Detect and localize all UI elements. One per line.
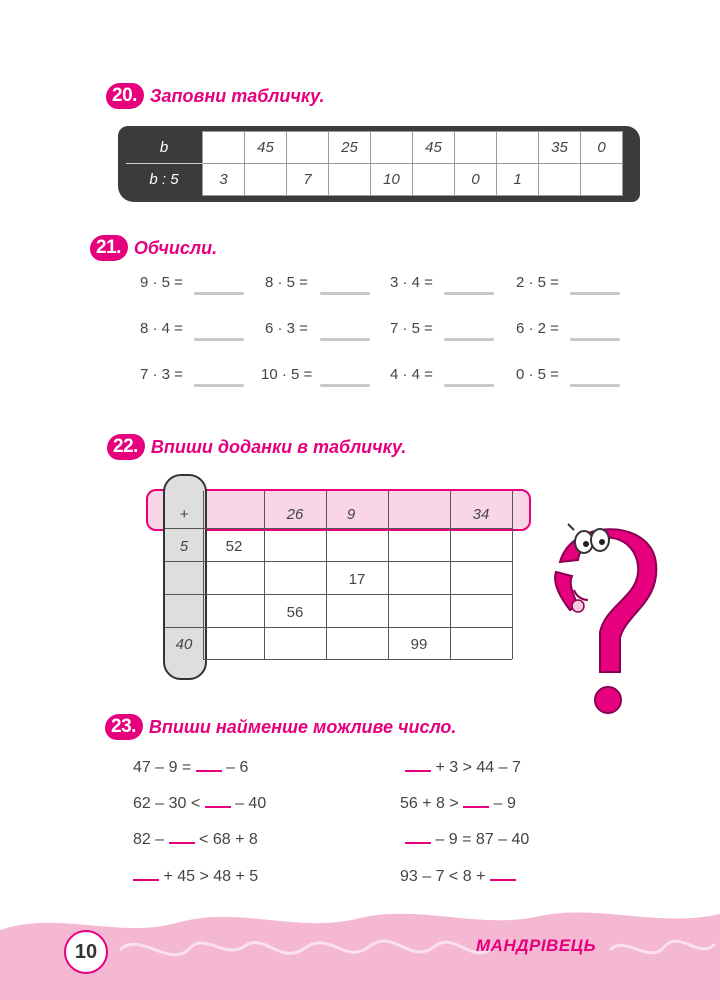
calc-expression: 7 · 3 = xyxy=(140,366,183,383)
ex20-cell[interactable]: 45 xyxy=(413,132,455,164)
answer-blank[interactable] xyxy=(196,756,222,772)
grid-line xyxy=(512,491,513,659)
ex23-heading xyxy=(105,713,456,741)
ex20-cell[interactable]: 35 xyxy=(539,132,581,164)
ex22-cell[interactable]: 56 xyxy=(286,604,304,621)
ex22-corner: + xyxy=(179,506,189,523)
inequality-right-part: + 3 > 44 – 7 xyxy=(431,759,521,776)
ex20-cell[interactable]: 10 xyxy=(371,164,413,196)
inequality xyxy=(405,756,521,777)
ex20-cell[interactable]: 3 xyxy=(203,164,245,196)
answer-blank[interactable] xyxy=(444,384,494,387)
ex22-top-cell[interactable]: 34 xyxy=(472,506,490,523)
ex20-cell[interactable] xyxy=(371,132,413,164)
calc-expression: 0 · 5 = xyxy=(516,366,559,383)
grid-line xyxy=(203,491,204,659)
ex20-cell[interactable] xyxy=(245,164,287,196)
ex20-row-b xyxy=(126,132,623,164)
calc-expression: 6 · 3 = xyxy=(265,320,308,337)
inequality-right-part: – 9 xyxy=(489,795,516,812)
ex20-cell[interactable] xyxy=(287,132,329,164)
page-number: 10 xyxy=(64,930,108,974)
ex20-table xyxy=(126,131,623,196)
ex20-cell[interactable] xyxy=(413,164,455,196)
answer-blank[interactable] xyxy=(194,292,244,295)
ex22-left-cell[interactable]: 5 xyxy=(179,538,189,555)
inequality-right-part: < 68 + 8 xyxy=(194,831,258,848)
inequality-right-part: – 9 = 87 – 40 xyxy=(431,831,530,848)
question-mark-mascot-icon xyxy=(548,522,658,722)
ex21-heading xyxy=(90,234,217,262)
ex20-cell[interactable]: 1 xyxy=(497,164,539,196)
ex20-cell[interactable]: 7 xyxy=(287,164,329,196)
answer-blank[interactable] xyxy=(405,756,431,772)
footer-wave-decoration xyxy=(0,900,720,1000)
answer-blank[interactable] xyxy=(444,338,494,341)
ex22-cell[interactable]: 99 xyxy=(410,636,428,653)
answer-blank[interactable] xyxy=(133,865,159,881)
ex20-cell[interactable] xyxy=(329,164,371,196)
grid-line xyxy=(165,528,512,529)
grid-line xyxy=(165,594,512,595)
ex20-table-frame xyxy=(118,126,640,202)
inequality xyxy=(405,828,529,849)
answer-blank[interactable] xyxy=(570,338,620,341)
ex20-cell[interactable] xyxy=(455,132,497,164)
ex20-cell[interactable]: 0 xyxy=(581,132,623,164)
answer-blank[interactable] xyxy=(320,384,370,387)
inequality xyxy=(400,865,516,886)
ex20-row1-label: b xyxy=(126,132,203,164)
inequality-left-part: 62 – 30 < xyxy=(133,795,205,812)
calc-expression: 6 · 2 = xyxy=(516,320,559,337)
ex20-cell[interactable] xyxy=(539,164,581,196)
ex22-cell[interactable]: 52 xyxy=(225,538,243,555)
ex23-number: 23 . xyxy=(105,714,143,740)
ex20-number: 20 . xyxy=(106,83,144,109)
calc-expression: 8 · 4 = xyxy=(140,320,183,337)
ex20-cell[interactable] xyxy=(497,132,539,164)
ex20-title: Заповни табличку. xyxy=(149,85,325,106)
ex20-cell[interactable]: 45 xyxy=(245,132,287,164)
inequality xyxy=(133,865,258,886)
ex20-row-b-div-5 xyxy=(126,164,623,196)
inequality xyxy=(133,828,258,849)
inequality-right-part: + 45 > 48 + 5 xyxy=(159,868,259,885)
ex21-number: 21 . xyxy=(90,235,128,261)
ex20-cell[interactable]: 25 xyxy=(329,132,371,164)
inequality-left-part: 56 + 8 > xyxy=(400,795,464,812)
grid-line xyxy=(165,627,512,628)
ex22-number: 22 . xyxy=(107,434,145,460)
grid-line xyxy=(165,561,512,562)
inequality xyxy=(400,792,516,813)
answer-blank[interactable] xyxy=(169,828,195,844)
answer-blank[interactable] xyxy=(570,292,620,295)
ex20-row2-label: b : 5 xyxy=(126,164,203,196)
calc-expression: 9 · 5 = xyxy=(140,274,183,291)
ex22-top-cell[interactable]: 9 xyxy=(346,506,356,523)
ex22-cell[interactable]: 17 xyxy=(348,571,366,588)
answer-blank[interactable] xyxy=(194,338,244,341)
calc-expression: 10 · 5 = xyxy=(261,366,313,383)
answer-blank[interactable] xyxy=(570,384,620,387)
inequality-left-part: 93 – 7 < 8 + xyxy=(400,868,490,885)
calc-expression: 3 · 4 = xyxy=(390,274,433,291)
ex23-title: Впиши найменше можливе число. xyxy=(148,716,457,737)
ex20-cell[interactable]: 0 xyxy=(455,164,497,196)
answer-blank[interactable] xyxy=(405,828,431,844)
brand-logo: МАНДРІВЕЦЬ xyxy=(476,936,597,955)
ex22-top-cell[interactable]: 26 xyxy=(286,506,304,523)
answer-blank[interactable] xyxy=(444,292,494,295)
ex20-cell[interactable] xyxy=(203,132,245,164)
answer-blank[interactable] xyxy=(194,384,244,387)
ex22-title: Впиши доданки в табличку. xyxy=(150,436,407,457)
answer-blank[interactable] xyxy=(463,792,489,808)
inequality-left-part: 47 – 9 = xyxy=(133,759,196,776)
answer-blank[interactable] xyxy=(205,792,231,808)
ex20-cell[interactable] xyxy=(581,164,623,196)
ex22-left-cell[interactable]: 40 xyxy=(175,636,193,653)
inequality xyxy=(133,792,266,813)
ex21-title: Обчисли. xyxy=(133,237,218,258)
inequality xyxy=(133,756,248,777)
ex22-heading xyxy=(107,433,406,461)
inequality-right-part: – 40 xyxy=(230,795,267,812)
grid-line xyxy=(203,659,512,660)
answer-blank[interactable] xyxy=(320,338,370,341)
grid-line xyxy=(388,491,389,659)
answer-blank[interactable] xyxy=(490,865,516,881)
calc-expression: 7 · 5 = xyxy=(390,320,433,337)
ex20-heading xyxy=(106,82,325,110)
calc-expression: 2 · 5 = xyxy=(516,274,559,291)
inequality-right-part: – 6 xyxy=(221,759,249,776)
calc-expression: 8 · 5 = xyxy=(265,274,308,291)
inequality-left-part: 82 – xyxy=(133,831,169,848)
calc-expression: 4 · 4 = xyxy=(390,366,433,383)
answer-blank[interactable] xyxy=(320,292,370,295)
